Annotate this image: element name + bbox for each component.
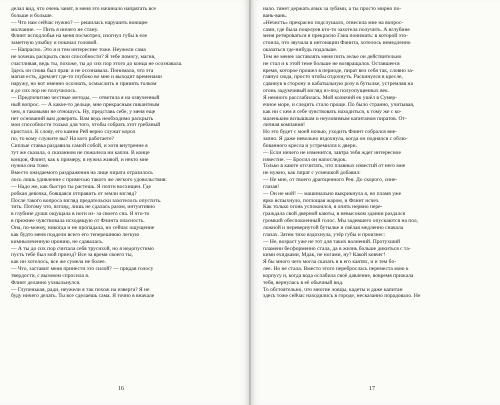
- text-line: Вместо ожидаемого раздражения на лице пирата отразилось: [11, 170, 153, 177]
- text-line: лось лишь удивление с примесью такого же легкого удовольствия:: [11, 177, 167, 184]
- text-line: как ни с кем я себе чувствовать находиться, к тому же с ко-: [263, 108, 402, 115]
- text-line: Я бы много чего могла сказать в в его каятях, и и тем бо-: [263, 259, 397, 266]
- text-line: робкая девочка, боящаяся отправить от земли взгляд?: [11, 190, 137, 197]
- right-page-number: 17: [369, 386, 375, 392]
- text-line: «Нечисть» прекрасно подслушало, отвесила мне на вопрос-: [263, 19, 404, 26]
- text-line: глазая!: [263, 183, 280, 190]
- text-line: заметную улыбку и покачал головой.: [11, 40, 98, 47]
- text-line: Как только огонь успокоился, я опять нервно пере-: [263, 204, 383, 211]
- text-line: ечное море, и следить стало проще. По было странно, учитывая,: [263, 101, 415, 108]
- text-line: счастливая, ведь ты, похоже, ты до сих пор этого до конца не осознавала.: [11, 60, 183, 67]
- text-line: кими ехидками, Мдак, не ногами, ну? Какой ковчег!: [263, 252, 386, 259]
- text-line: запно. Я даже невольно вздохнула, когда он поднялся с облю-: [263, 136, 408, 143]
- text-line: маленьким вспышкам и неуловимым капитаном пиратов. От-: [263, 115, 407, 122]
- text-line: ярко вспыхнуло, поглощая жаром, и Флинт исчез.: [263, 197, 380, 204]
- left-page: [0, 0, 249, 405]
- text-line: как будто меня поддели всего его теперешнюю легкую: [11, 231, 140, 238]
- text-line: вань-вань.: [263, 12, 288, 19]
- text-line: ложной и перевернутой бутылке и свёлая медленно сначала: [263, 225, 404, 231]
- text-line: в прежнее чувствовала исходящую от Флинта опасность.: [11, 218, 145, 225]
- text-line: оказаться где-нибудь подальше.: [263, 47, 338, 54]
- text-line: не стал и к этой теме больше не возвращался. Оставшееся: [263, 60, 400, 67]
- text-line: Флинт исподлобья на меня посмотрел, изогнул губы в еле: [11, 33, 148, 40]
- text-line: — Если ничего не изменится, завтра тебя ждет интересное: [263, 149, 401, 156]
- text-line: я до сих пор не получилось.: [11, 88, 77, 95]
- text-line: граждала свой дверной каюты, в невысоком здании раздался: [263, 211, 406, 218]
- text-line: Здесь он снова был прав: я не осознавала. Понимала, что эта: [11, 67, 154, 74]
- text-line: глазах. Затем тихо вздохнула, утёр губы и произнес:: [263, 231, 386, 238]
- text-line: После такого вопроса взгляд предательски захотелось опустить.: [11, 197, 162, 204]
- text-line: — Предпочитаю честные методы, — ответила я на озвученный: [11, 94, 160, 101]
- text-line: концов, Флинт, как к примеру, в нужна живой, и некто мне: [11, 156, 149, 163]
- text-line: — Не мне, от твоего драгоценного Рея. До скорого, сине-: [263, 177, 398, 184]
- text-line: по, то кому служите вы? На кого работаете?: [11, 136, 114, 143]
- text-line: стоила, что звучала в интонации Фанита, хотелось немедленно: [263, 40, 411, 47]
- text-line: нет оснований вам доверять. Вам ведь необходимо раскрыть: [11, 115, 154, 122]
- left-page-text: [11, 6, 235, 300]
- text-line: буду ничего делать. Ты все сделаешь сама. Я точно в вначале: [11, 293, 155, 300]
- text-line: Сиплые ставка раздавила самой собой, и хотя внутренне я: [11, 142, 148, 149]
- text-line: твердости, с вызовом спросила я.: [11, 272, 90, 279]
- text-line: громкий обеспокоенный голос. Мы задевшего опускаются на пол,: [263, 218, 419, 225]
- text-line: ный вопрос. — А какое-то дельце, мне прекрасным пикантным: [11, 101, 160, 108]
- text-line: То обстоятельно, что многие ловцы, кадеты и даже капитан: [263, 286, 403, 293]
- text-line: — Не, возраст уже не тот для таких волнений. Протухший: [263, 238, 401, 245]
- text-line: тебя, вернулась в её обычный вид.: [263, 279, 344, 286]
- text-line: в глубине души ощущала в ноги из- за своего сна. Я что-то: [11, 211, 150, 218]
- text-line: сами, где была поцелуев кто-то захотела получить. А вглубине: [263, 26, 410, 33]
- text-line: глянул сюда, просто чтобы отдохнуть. Раскинулся в кресле,: [263, 74, 403, 81]
- text-line: мои способности только для того, чтобы собрать этот гребаный: [11, 122, 161, 129]
- text-line: сдвинув в сторону и кабатыльную розу в бутылке, устремляя на: [263, 81, 413, 88]
- text-line: наружу, но вот именно осознать, осмыслить и принять толком: [11, 81, 157, 88]
- text-line: больше и больше.: [11, 12, 53, 19]
- text-line: Она, по-моему, никогда и не пропадала, но сейчас ощущение: [11, 225, 155, 231]
- text-line: — Глупенькая, ради, неужели я так похож на изверга? Я не: [11, 286, 150, 293]
- text-line: магия есть, дремлет где-то глубоко во мне и выходит временами: [11, 74, 162, 81]
- text-line: делал вид, что очень занят, в меня это начинало напрягать все: [11, 6, 156, 12]
- text-line: чем, я таковыми не отношусь. Ну, представь себе, у меня еще: [11, 108, 156, 115]
- text-line: кимнылеченную иронию, не сдавалась.: [11, 238, 104, 245]
- text-line: пусть тебе был мой приезд? Все за время своего ты,: [11, 252, 133, 259]
- text-line: не хочешь раскрыть свои способности? Я тебе помогу, магия,: [11, 53, 156, 60]
- text-line: нало. тянет держать язык за зубами, а ты просто мирно по-: [263, 6, 402, 12]
- text-line: Но это будет с моей ночью, уходить Флинт собрался вне-: [263, 129, 398, 136]
- text-line: корпусу и, когда вода ослабила своё давление, вовремя прижала: [263, 272, 414, 279]
- text-line: пламени бесформенно стала, да в жизнь больше дикиться с та-: [263, 245, 411, 252]
- text-line: кристалл. К слову, его камни Рей верно служат корол: [11, 129, 136, 136]
- text-line: личная компания!: [263, 122, 305, 129]
- text-line: нужна она тоже.: [11, 163, 50, 170]
- text-line: не нужно, как пират с усмешкой добавил:: [263, 170, 361, 177]
- text-line: — Он не мой! — машинально выкрикнула я, но пламя уже: [263, 190, 402, 197]
- text-line: — Напрасно. Это я и тем интереснее тоже. Неужели сама: [11, 47, 146, 54]
- text-line: Я немного расслабилась. Мой колючий ек ушёл в Сумер-: [263, 94, 398, 101]
- left-page-number: 16: [118, 386, 124, 392]
- text-line: время, которое прошел в периоде, пират вел себя так, словно за-: [263, 67, 414, 74]
- text-line: меня ретироваться я прекрасно Гана понимать: в которой это-: [263, 33, 408, 40]
- text-line: — Надо же, как быстро ты растешь. Я почти восхищен. Где: [11, 183, 151, 190]
- text-line: тить. Потому что, взгляд, лишь не сдалась разом, интуитивно: [11, 204, 155, 211]
- text-line: бованного кресла и устремился к двери.: [263, 142, 358, 149]
- right-page: [251, 0, 500, 405]
- text-line: Тем не менее заставлять меня пить зелье он действительно: [263, 53, 402, 60]
- text-line: — Что, заставит меня принести это силой? — придав голосу: [11, 266, 154, 273]
- text-line: — Что нам сейчас нужно? — решилась нарушить воющее: [11, 19, 148, 26]
- text-line: лее. Но не стала. Вместо этого переброслась переместа мою к: [263, 266, 409, 273]
- right-page-text: [263, 6, 487, 300]
- text-line: молчание. — Пить я ничего не стану.: [11, 26, 99, 33]
- text-line: тут же сказала, о сказанном не пожалела ни капли. В конце: [11, 149, 150, 156]
- text-line: Только в каюте отсчитать, что плавных известий от него мне: [263, 163, 406, 170]
- text-line: — А ты до сих пор считала себя трусихой, но я недопустимо: [11, 245, 154, 252]
- text-line: известие. — Бросил он напоследок.: [263, 156, 347, 163]
- text-line: как ни хотелось, все же сумела не более.: [11, 259, 106, 266]
- text-line: огонь задумчивый взгляд из-под полуопущенных век.: [263, 88, 390, 95]
- text-line: Флинт деланно ухмыльнулся.: [11, 279, 81, 286]
- text-line: здесь тоже сейчас находились в городе, несказанно порадовало. Не: [263, 293, 421, 300]
